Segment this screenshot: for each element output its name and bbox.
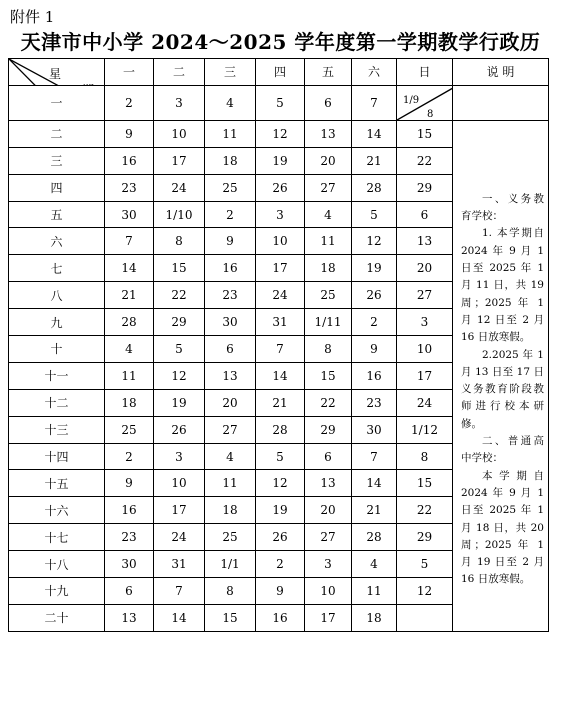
date-cell: 14 bbox=[352, 120, 397, 147]
corner-label-qi bbox=[82, 81, 94, 85]
date-cell: 11 bbox=[105, 362, 154, 389]
date-cell: 25 bbox=[305, 282, 352, 309]
header-row bbox=[9, 59, 549, 86]
corner-label-xing: 星 bbox=[49, 67, 62, 81]
date-cell: 13 bbox=[205, 362, 256, 389]
date-cell: 8 bbox=[205, 578, 256, 605]
week-number-cell: 六 bbox=[9, 228, 105, 255]
week-number-cell: 十九 bbox=[9, 578, 105, 605]
date-cell: 29 bbox=[397, 174, 453, 201]
date-cell: 18 bbox=[305, 255, 352, 282]
date-cell: 11 bbox=[205, 470, 256, 497]
date-cell: 13 bbox=[305, 470, 352, 497]
date-cell: 9 bbox=[256, 578, 305, 605]
day-header-sat: 六 bbox=[352, 59, 397, 86]
date-cell: 14 bbox=[352, 470, 397, 497]
notes-blank-cell bbox=[453, 85, 549, 120]
week-number-cell: 十二 bbox=[9, 389, 105, 416]
date-cell: 13 bbox=[305, 120, 352, 147]
date-cell: 10 bbox=[305, 578, 352, 605]
date-cell: 14 bbox=[154, 604, 205, 631]
date-cell: 20 bbox=[305, 147, 352, 174]
week-number-cell: 五 bbox=[9, 201, 105, 228]
date-cell: 22 bbox=[397, 497, 453, 524]
split-upper-date: 1/9 bbox=[403, 94, 420, 106]
date-cell: 16 bbox=[105, 497, 154, 524]
date-cell: 11 bbox=[305, 228, 352, 255]
date-cell: 28 bbox=[352, 174, 397, 201]
date-cell: 4 bbox=[105, 336, 154, 363]
week-number-cell: 十三 bbox=[9, 416, 105, 443]
date-cell: 16 bbox=[205, 255, 256, 282]
split-lower-date: 8 bbox=[427, 108, 434, 120]
date-cell: 5 bbox=[397, 551, 453, 578]
date-cell: 24 bbox=[154, 174, 205, 201]
date-cell: 17 bbox=[256, 255, 305, 282]
date-cell: 27 bbox=[305, 174, 352, 201]
date-cell: 7 bbox=[154, 578, 205, 605]
notes-header: 说 明 bbox=[453, 59, 549, 86]
date-cell: 14 bbox=[105, 255, 154, 282]
date-cell: 5 bbox=[352, 201, 397, 228]
date-cell: 25 bbox=[205, 174, 256, 201]
date-cell: 27 bbox=[397, 282, 453, 309]
date-cell: 2 bbox=[105, 443, 154, 470]
date-cell: 25 bbox=[205, 524, 256, 551]
date-cell: 26 bbox=[154, 416, 205, 443]
date-cell: 4 bbox=[305, 201, 352, 228]
date-cell: 31 bbox=[256, 309, 305, 336]
day-header-tue: 二 bbox=[154, 59, 205, 86]
date-cell: 1/12 bbox=[397, 416, 453, 443]
date-cell: 7 bbox=[256, 336, 305, 363]
note-paragraph: 一、义务教育学校： bbox=[461, 192, 544, 223]
date-cell: 27 bbox=[205, 416, 256, 443]
date-cell: 17 bbox=[154, 147, 205, 174]
date-cell: 15 bbox=[397, 120, 453, 147]
date-cell: 10 bbox=[154, 470, 205, 497]
date-cell: 26 bbox=[256, 524, 305, 551]
date-cell: 20 bbox=[397, 255, 453, 282]
date-cell: 17 bbox=[154, 497, 205, 524]
date-cell: 8 bbox=[154, 228, 205, 255]
date-cell: 3 bbox=[397, 309, 453, 336]
week-number-cell: 三 bbox=[9, 147, 105, 174]
date-cell: 4 bbox=[205, 85, 256, 120]
date-cell: 10 bbox=[154, 120, 205, 147]
week-number-cell: 十五 bbox=[9, 470, 105, 497]
date-cell: 23 bbox=[352, 389, 397, 416]
date-cell: 1/10 bbox=[154, 201, 205, 228]
date-cell: 11 bbox=[205, 120, 256, 147]
date-cell: 17 bbox=[397, 362, 453, 389]
date-cell: 28 bbox=[352, 524, 397, 551]
date-cell: 3 bbox=[154, 85, 205, 120]
date-cell: 29 bbox=[305, 416, 352, 443]
date-cell: 25 bbox=[105, 416, 154, 443]
date-cell: 3 bbox=[256, 201, 305, 228]
date-cell: 16 bbox=[105, 147, 154, 174]
date-cell: 7 bbox=[105, 228, 154, 255]
date-cell: 10 bbox=[256, 228, 305, 255]
date-cell: 26 bbox=[256, 174, 305, 201]
date-cell: 16 bbox=[256, 604, 305, 631]
date-cell: 11 bbox=[352, 578, 397, 605]
date-cell: 17 bbox=[305, 604, 352, 631]
week-number-cell: 九 bbox=[9, 309, 105, 336]
date-cell: 13 bbox=[105, 604, 154, 631]
date-cell: 18 bbox=[205, 497, 256, 524]
date-cell: 21 bbox=[256, 389, 305, 416]
date-cell: 12 bbox=[352, 228, 397, 255]
date-cell: 15 bbox=[397, 470, 453, 497]
date-cell: 22 bbox=[397, 147, 453, 174]
week-number-cell: 十一 bbox=[9, 362, 105, 389]
date-cell: 1/1 bbox=[205, 551, 256, 578]
date-cell: 30 bbox=[105, 201, 154, 228]
date-cell: 23 bbox=[105, 524, 154, 551]
date-cell: 10 bbox=[397, 336, 453, 363]
date-cell: 9 bbox=[105, 470, 154, 497]
date-cell: 9 bbox=[105, 120, 154, 147]
date-cell: 12 bbox=[397, 578, 453, 605]
date-cell: 31 bbox=[154, 551, 205, 578]
page-title: 天津市中小学 2024～2025 学年度第一学期教学行政历 bbox=[20, 30, 541, 54]
date-cell: 6 bbox=[397, 201, 453, 228]
date-cell: 6 bbox=[305, 443, 352, 470]
date-cell: 20 bbox=[305, 497, 352, 524]
date-cell: 13 bbox=[397, 228, 453, 255]
date-cell: 21 bbox=[352, 147, 397, 174]
date-cell: 26 bbox=[352, 282, 397, 309]
date-cell: 27 bbox=[305, 524, 352, 551]
date-cell: 24 bbox=[154, 524, 205, 551]
week-number-cell: 十四 bbox=[9, 443, 105, 470]
date-cell: 5 bbox=[256, 85, 305, 120]
date-cell: 5 bbox=[154, 336, 205, 363]
table-row bbox=[9, 120, 549, 147]
date-cell: 15 bbox=[205, 604, 256, 631]
date-cell: 19 bbox=[154, 389, 205, 416]
date-cell: 7 bbox=[352, 85, 397, 120]
date-cell: 20 bbox=[205, 389, 256, 416]
date-cell: 5 bbox=[256, 443, 305, 470]
week-number-cell: 十七 bbox=[9, 524, 105, 551]
date-cell: 15 bbox=[154, 255, 205, 282]
date-cell: 23 bbox=[105, 174, 154, 201]
date-cell: 23 bbox=[205, 282, 256, 309]
date-cell bbox=[397, 604, 453, 631]
note-paragraph: 1. 本学期自 2024 年 9 月 1 日至 2025 年 1 月 11 日，共 19 周；2025 年 1 月 12 日至 2 月 16 日放寒假。 bbox=[461, 227, 544, 344]
date-cell: 6 bbox=[205, 336, 256, 363]
note-paragraph: 本学期自 2024 年 9 月 1 日至 2025 年 1 月 18 日，共 20 周；2025 年 1 月 19 日至 2 月 16 日放寒假。 bbox=[461, 469, 544, 586]
date-cell: 18 bbox=[352, 604, 397, 631]
week-number-cell: 十六 bbox=[9, 497, 105, 524]
date-cell: 4 bbox=[205, 443, 256, 470]
date-cell: 30 bbox=[352, 416, 397, 443]
date-cell: 28 bbox=[256, 416, 305, 443]
date-cell: 30 bbox=[105, 551, 154, 578]
date-cell: 9 bbox=[205, 228, 256, 255]
date-cell: 2 bbox=[105, 85, 154, 120]
date-cell: 3 bbox=[154, 443, 205, 470]
date-cell: 19 bbox=[352, 255, 397, 282]
date-cell: 8 bbox=[397, 443, 453, 470]
week-number-cell: 四 bbox=[9, 174, 105, 201]
date-cell: 1/11 bbox=[305, 309, 352, 336]
day-header-fri: 五 bbox=[305, 59, 352, 86]
date-cell: 18 bbox=[205, 147, 256, 174]
date-cell: 2 bbox=[205, 201, 256, 228]
week-number-cell: 二 bbox=[9, 120, 105, 147]
table-row bbox=[9, 85, 549, 120]
date-cell: 2 bbox=[256, 551, 305, 578]
date-cell: 9 bbox=[352, 336, 397, 363]
date-cell: 29 bbox=[154, 309, 205, 336]
date-cell: 14 bbox=[256, 362, 305, 389]
date-cell: 6 bbox=[305, 85, 352, 120]
attachment-label: 附件 1 bbox=[10, 8, 55, 26]
week-number-cell: 二十 bbox=[9, 604, 105, 631]
date-cell: 12 bbox=[256, 470, 305, 497]
date-cell: 24 bbox=[256, 282, 305, 309]
date-cell: 6 bbox=[105, 578, 154, 605]
week-number-cell: 八 bbox=[9, 282, 105, 309]
date-cell: 21 bbox=[352, 497, 397, 524]
split-date-cell bbox=[397, 85, 453, 120]
date-cell: 12 bbox=[154, 362, 205, 389]
date-cell: 8 bbox=[305, 336, 352, 363]
day-header-mon: 一 bbox=[105, 59, 154, 86]
date-cell: 28 bbox=[105, 309, 154, 336]
week-number-cell: 十八 bbox=[9, 551, 105, 578]
date-cell: 12 bbox=[256, 120, 305, 147]
day-header-thu: 四 bbox=[256, 59, 305, 86]
date-cell: 18 bbox=[105, 389, 154, 416]
date-cell: 15 bbox=[305, 362, 352, 389]
week-number-cell: 一 bbox=[9, 85, 105, 120]
date-cell: 24 bbox=[397, 389, 453, 416]
date-cell: 2 bbox=[352, 309, 397, 336]
week-number-cell: 十 bbox=[9, 336, 105, 363]
date-cell: 4 bbox=[352, 551, 397, 578]
note-paragraph: 二、普通高中学校： bbox=[461, 435, 544, 465]
date-cell: 21 bbox=[105, 282, 154, 309]
day-header-wed: 三 bbox=[205, 59, 256, 86]
academic-calendar-table bbox=[8, 58, 549, 632]
date-cell: 22 bbox=[305, 389, 352, 416]
date-cell: 16 bbox=[352, 362, 397, 389]
date-cell: 7 bbox=[352, 443, 397, 470]
notes-cell bbox=[453, 120, 549, 631]
note-paragraph: 2.2025 年 1 月 13 日至 17 日义务教育阶段教师进行校本研修。 bbox=[461, 348, 544, 430]
date-cell: 19 bbox=[256, 147, 305, 174]
date-cell: 29 bbox=[397, 524, 453, 551]
day-header-sun: 日 bbox=[397, 59, 453, 86]
date-cell: 30 bbox=[205, 309, 256, 336]
date-cell: 22 bbox=[154, 282, 205, 309]
week-number-cell: 七 bbox=[9, 255, 105, 282]
date-cell: 19 bbox=[256, 497, 305, 524]
date-cell: 3 bbox=[305, 551, 352, 578]
corner-header-cell bbox=[9, 59, 105, 86]
